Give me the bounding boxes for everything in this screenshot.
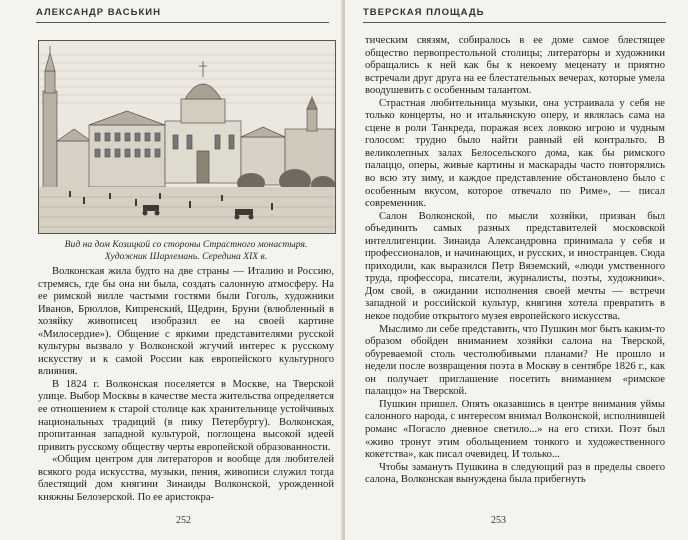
engraving-illustration — [38, 40, 336, 234]
caption-line: Вид на дом Козицкой со стороны Страстного монастыря. — [64, 239, 308, 250]
left-page — [0, 0, 343, 540]
page-number: 252 — [176, 515, 191, 526]
figure-caption — [34, 239, 338, 263]
paragraph: Страстная любительница музыки, она устраивала у себя не только концерты, но и итальянскую оперу, и являлась сама на сцене в роли Танкреда, поражая всех ловкою игрою и чудным голосом: трудно было найти равный ей контральто. В великолепных залах Белосельского дома, как бы римского палаццо, оперы, живые картины и маскарады часто повторялись во всю эту зиму, и каждое представление обстановлено было с особенным вкусом, которое отвечало по Риме», — писал современник. — [365, 97, 665, 210]
caption-line: Художник Шарлемань. Середина XIX в. — [104, 251, 268, 262]
running-head-section: ТВЕРСКАЯ ПЛОЩАДЬ — [363, 7, 485, 18]
paragraph: Пушкин пришел. Опять оказавшись в центре внимания уймы салонного народа, с интересом внимал Волконской, исполнившей романс «Погасло дневное светило...» на его стихи. Поэт был «живо тронут этим обольщением тонкого и художественного кокетства», как писал очевидец. И только... — [365, 398, 665, 461]
paragraph: тическим связям, собиралось в ее доме самое блестящее общество первопрестольной столицы; литераторы и художники обращались к ней как бы к некоему меценату и приятно встречали друг друга на ее блестательных вечерах, которые умела воодушевить с особенным талантом. — [365, 35, 665, 97]
paragraph: Мыслимо ли себе представить, что Пушкин мог быть каким-то образом обойден вниманием хозяйки салона на Тверской, обуреваемой столь честолюбивыми планами? Не прошло и недели после возвращения поэта в Москву в сентябре 1826 г., как он получает приглашение посетить вниманием «римское палаццо» на Тверской. — [365, 323, 665, 398]
paragraph: Чтобы замануть Пушкина в следующий раз в пределы своего салона, Волконская вынуждена была прибегнуть — [365, 461, 665, 486]
header-rule — [36, 22, 329, 23]
paragraph: В 1824 г. Волконская поселяется в Москве, на Тверской улице. Выбор Москвы в качестве места жительства определяется ее отношением к старой столице как хранительнице устойчивых национальных традиций (в пику Петербургу). Волконская, пропитанная западной культурой, поглощена высокой идеей привить русскому обществу черты европейской образованности. — [38, 378, 334, 453]
engraving-drawing — [39, 41, 335, 233]
running-head-author: АЛЕКСАНДР ВАСЬКИН — [36, 7, 161, 18]
paragraph: Салон Волконской, по мысли хозяйки, призван был объединить самых разных представителей московской интеллигенции. Зинаида Александровна принимала у себя и профессионалов, и начинающих, и русских, и иностранцев. Сюда приходили, как выразился Петр Вяземский, «люди умственного труда, профессора, писатели, журналисты, поэты, художники». Дом свой, в ожидании исполнения своей мечты — встречи западной и российской культур, княгиня хотела превратить в некое подобие открытого музея европейского искусства. — [365, 210, 665, 323]
header-rule — [363, 22, 666, 23]
right-page — [345, 0, 688, 540]
body-text — [365, 35, 665, 487]
body-text — [38, 266, 334, 504]
paragraph: «Общим центром для литераторов и вообще для любителей всякого рода искусства, музыки, пения, живописи служил тогда блестящий дом княгини Зинаиды Волконской, урожденной княжны Белозерской. По ее аристокра- — [38, 454, 334, 503]
page-number: 253 — [491, 515, 506, 526]
paragraph: Волконская жила будто на две страны — Италию и Россию, стремясь, где бы она ни была, создать салонную атмосферу. На ее римской вилле частыми гостями были Гоголь, художники Иванов, Брюллов, Кипренский, Щедрин, Бруни (влюбленный в хозяйку живописец изобразил ее на своей картине «Милосердие»). Общение с яркими представителями русской культуры вызвало у Волконской жгучий интерес к русскому искусству и к самой России как европейского культурного влияния. — [38, 266, 334, 378]
